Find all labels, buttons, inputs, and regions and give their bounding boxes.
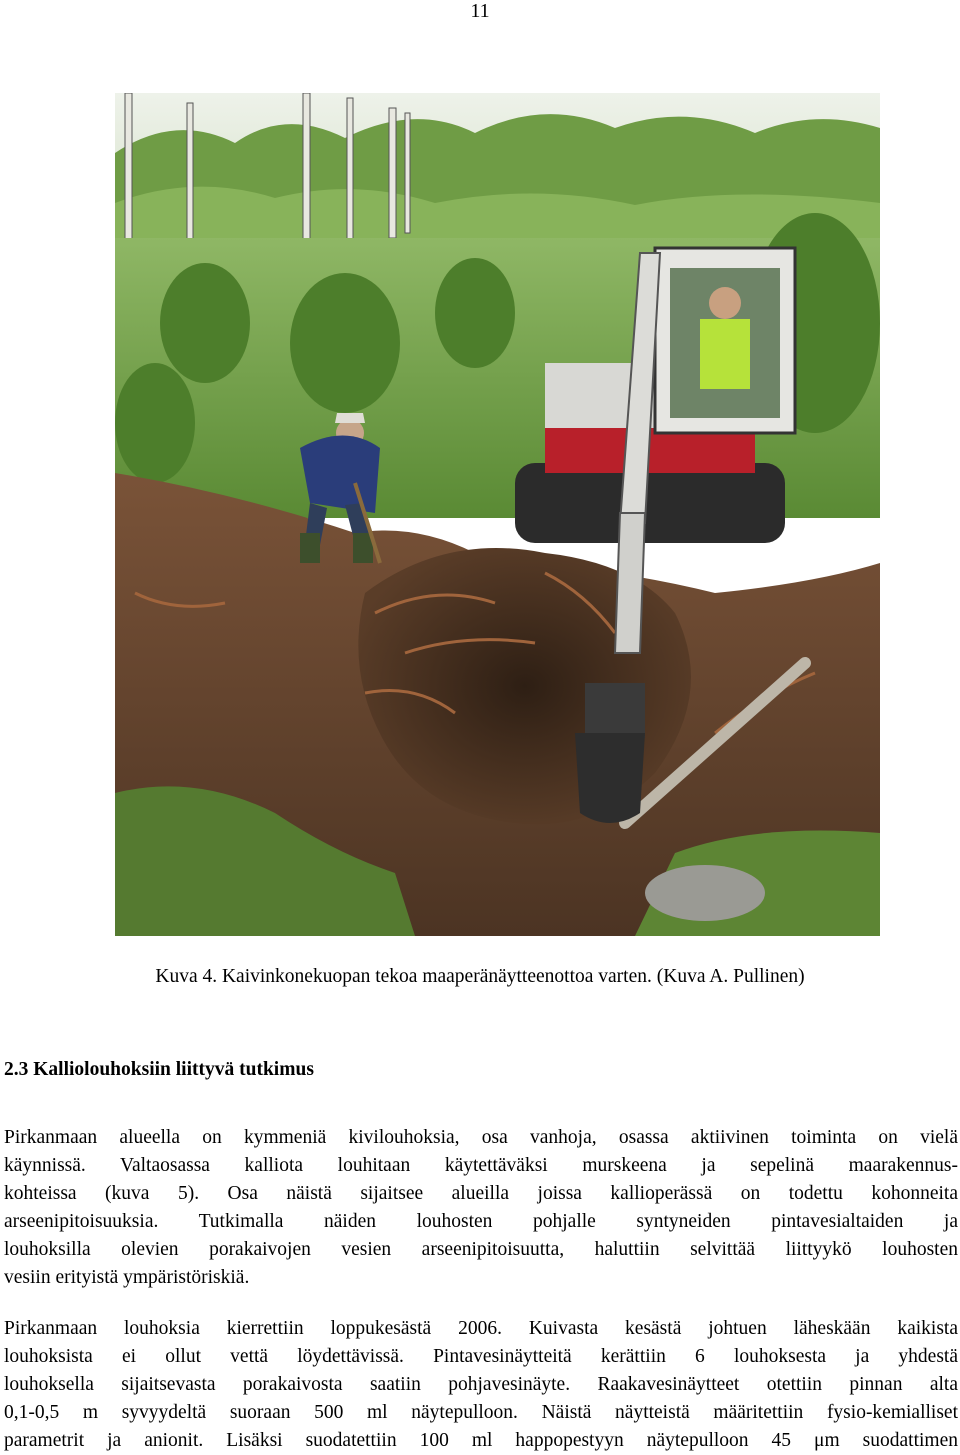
paragraph-line: Pirkanmaan louhoksia kierrettiin loppukesästä 2006. Kuivasta kesästä johtuen läheskään kaikista: [4, 1318, 958, 1339]
paragraph-line: parametrit ja anionit. Lisäksi suodatettiin 100 ml happopestyyn näytepulloon 45 μm suodattimen: [4, 1430, 958, 1451]
paragraph-line: louhoksista ei ollut vettä löydettävissä. Pintavesinäytteitä kerättiin 6 louhoksesta ja yhdestä: [4, 1346, 958, 1367]
paragraph-line: kohteissa (kuva 5). Osa näistä sijaitsee alueilla joissa kallioperässä on todettu kohonneita: [4, 1183, 958, 1204]
paragraph-line: louhoksilla olevien porakaivojen vesien arseenipitoisuutta, haluttiin selvittää liittyykö louhosten: [4, 1239, 958, 1260]
paragraph-line: louhoksella sijaitsevasta porakaivosta saatiin pohjavesinäyte. Raakavesinäytteet otettiin pinnan alta: [4, 1374, 958, 1395]
figure-caption: Kuva 4. Kaivinkonekuopan tekoa maaperänäytteenottoa varten. (Kuva A. Pullinen): [155, 966, 805, 987]
section-heading: 2.3 Kalliolouhoksiin liittyvä tutkimus: [4, 1059, 314, 1080]
paragraph-line: vesiin erityistä ympäristöriskiä.: [4, 1267, 250, 1288]
figure-photo: [115, 93, 880, 936]
paragraph-1: [4, 1124, 958, 1292]
paragraph-line: Pirkanmaan alueella on kymmeniä kivilouhoksia, osa vanhoja, osassa aktiivinen toiminta on vielä: [4, 1127, 958, 1148]
paragraph-line: käynnissä. Valtaosassa kalliota louhitaan käytettäväksi murskeena ja sepelinä maarakennus-: [4, 1155, 958, 1176]
excavation-photo-illustration: [115, 93, 880, 936]
page-number: 11: [470, 0, 490, 22]
paragraph-line: arseenipitoisuuksia. Tutkimalla näiden louhosten pohjalle syntyneiden pintavesialtaiden ja: [4, 1211, 958, 1232]
paragraph-2: [4, 1315, 958, 1455]
paragraph-line: 0,1-0,5 m syvyydeltä suoraan 500 ml näytepulloon. Näistä näytteistä määritettiin fysio-kemialliset: [4, 1402, 958, 1423]
